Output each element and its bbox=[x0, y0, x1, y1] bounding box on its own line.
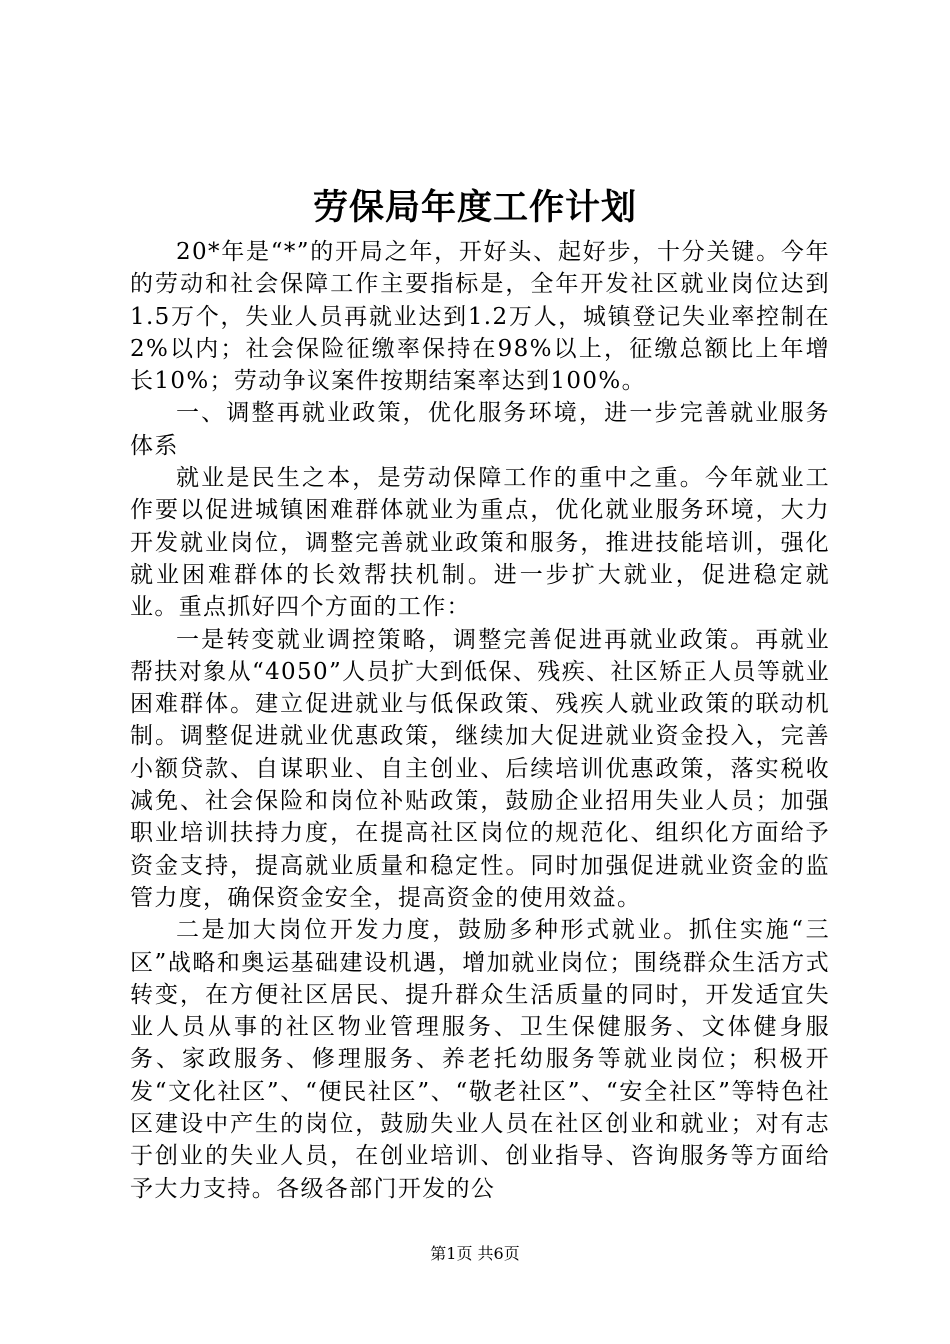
page-footer: 第1页 共6页 bbox=[430, 1244, 520, 1263]
document-title: 劳保局年度工作计划 bbox=[312, 187, 637, 228]
section-heading-1: 一、调整再就业政策，优化服务环境，进一步完善就业服务体系 bbox=[130, 400, 830, 459]
paragraph-point-2: 二是加大岗位开发力度，鼓励多种形式就业。抓住实施“三区”战略和奥运基础建设机遇，增加就业岗位；围绕群众生活方式转变，在方便社区居民、提升群众生活质量的同时，开发适宜失业人员从事的社区物业管理服务、卫生保健服务、文体健身服务、家政服务、修理服务、养老托幼服务等就业岗位；积极开发“文化社区”、“便民社区”、“敬老社区”、“安全社区”等特色社区建设中产生的岗位，鼓励失业人员在社区创业和就业；对有志于创业的失业人员，在创业培训、创业指导、咨询服务等方面给予大力支持。各级各部门开发的公 bbox=[130, 917, 830, 1202]
paragraph-employment: 就业是民生之本，是劳动保障工作的重中之重。今年就业工作要以促进城镇困难群体就业为重点，优化就业服务环境，大力开发就业岗位，调整完善就业政策和服务，推进技能培训，强化就业困难群体的长效帮扶机制。进一步扩大就业，促进稳定就业。重点抓好四个方面的工作： bbox=[130, 465, 830, 621]
paragraph-intro: 20*年是“*”的开局之年，开好头、起好步，十分关键。今年的劳动和社会保障工作主要指标是，全年开发社区就业岗位达到1.5万个，失业人员再就业达到1.2万人，城镇登记失业率控制在2%以内；社会保险征缴率保持在98%以上，征缴总额比上年增长10%；劳动争议案件按期结案率达到100%。 bbox=[130, 239, 830, 395]
document-body bbox=[130, 236, 830, 1205]
paragraph-point-1: 一是转变就业调控策略，调整完善促进再就业政策。再就业帮扶对象从“4050”人员扩大到低保、残疾、社区矫正人员等就业困难群体。建立促进就业与低保政策、残疾人就业政策的联动机制。调整促进就业优惠政策，继续加大促进就业资金投入，完善小额贷款、自谋职业、自主创业、后续培训优惠政策，落实税收减免、社会保险和岗位补贴政策，鼓励企业招用失业人员；加强职业培训扶持力度，在提高社区岗位的规范化、组织化方面给予资金支持，提高就业质量和稳定性。同时加强促进就业资金的监管力度，确保资金安全，提高资金的使用效益。 bbox=[130, 626, 830, 911]
